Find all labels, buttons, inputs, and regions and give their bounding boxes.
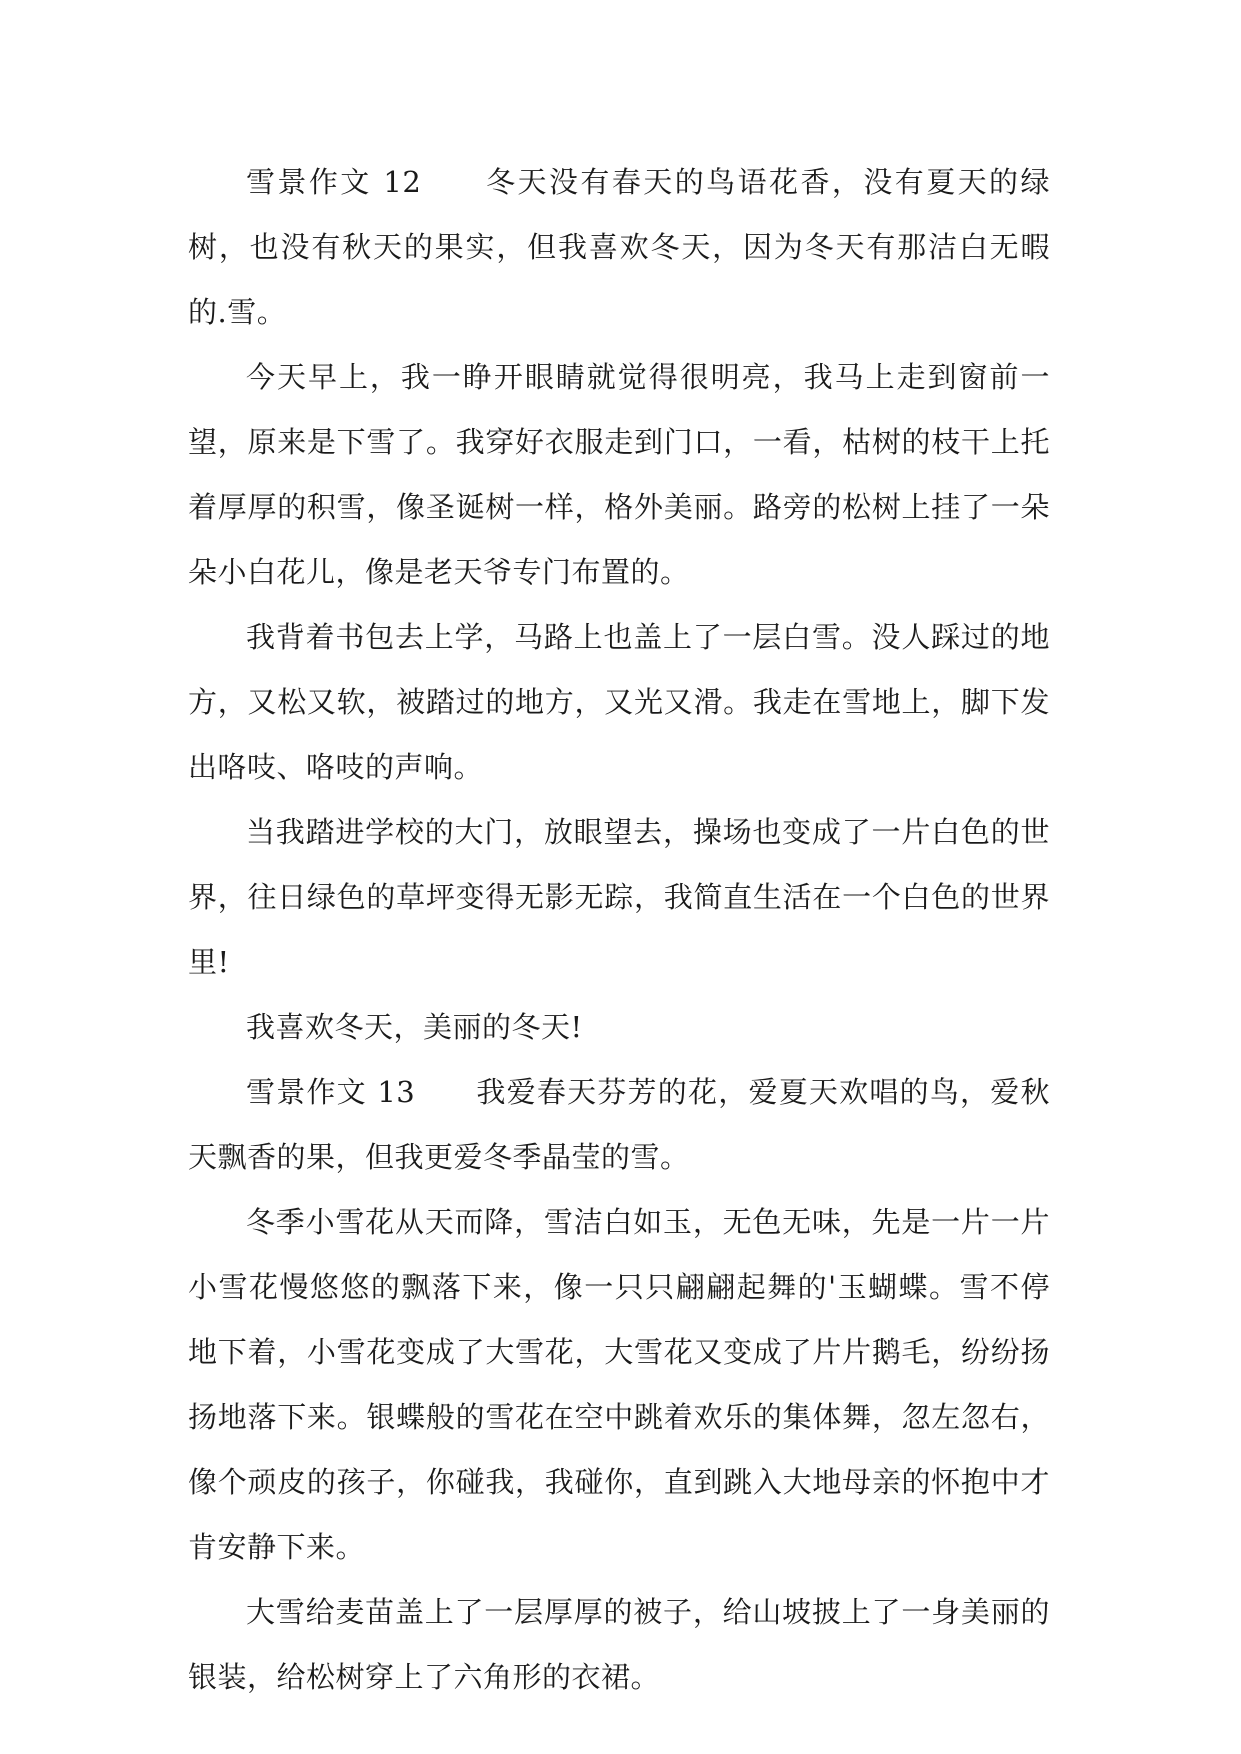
paragraph-school-gate: 当我踏进学校的大门，放眼望去，操场也变成了一片白色的世界，往日绿色的草坪变得无影无踪，我简直生活在一个白色的世界里! — [188, 815, 1050, 979]
document-body — [188, 150, 1050, 1710]
paragraph-morning-snow: 今天早上，我一睁开眼睛就觉得很明亮，我马上走到窗前一望，原来是下雪了。我穿好衣服走到门口，一看，枯树的枝干上托着厚厚的积雪，像圣诞树一样，格外美丽。路旁的松树上挂了一朵朵小白花儿，像是老天爷专门布置的。 — [188, 360, 1050, 589]
paragraph-love-winter: 我喜欢冬天，美丽的冬天! — [246, 1010, 583, 1044]
paragraph-essay-13-intro: 雪景作文 13 我爱春天芬芳的花，爱夏天欢唱的鸟，爱秋天飘香的果，但我更爱冬季晶莹的雪。 — [188, 1075, 1050, 1174]
paragraph-heavy-snow: 大雪给麦苗盖上了一层厚厚的被子，给山坡披上了一身美丽的银装，给松树穿上了六角形的衣裙。 — [188, 1595, 1050, 1694]
paragraph-snowflakes: 冬季小雪花从天而降，雪洁白如玉，无色无味，先是一片一片小雪花慢悠悠的飘落下来，像一只只翩翩起舞的'玉蝴蝶。雪不停地下着，小雪花变成了大雪花，大雪花又变成了片片鹅毛，纷纷扬扬地落下来。银蝶般的雪花在空中跳着欢乐的集体舞，忽左忽右，像个顽皮的孩子，你碰我，我碰你，直到跳入大地母亲的怀抱中才肯安静下来。 — [188, 1205, 1050, 1564]
paragraph-essay-12-intro: 雪景作文 12 冬天没有春天的鸟语花香，没有夏天的绿树，也没有秋天的果实，但我喜欢冬天，因为冬天有那洁白无暇的.雪。 — [188, 165, 1050, 329]
paragraph-way-to-school: 我背着书包去上学，马路上也盖上了一层白雪。没人踩过的地方，又松又软，被踏过的地方，又光又滑。我走在雪地上，脚下发出咯吱、咯吱的声响。 — [188, 620, 1050, 784]
